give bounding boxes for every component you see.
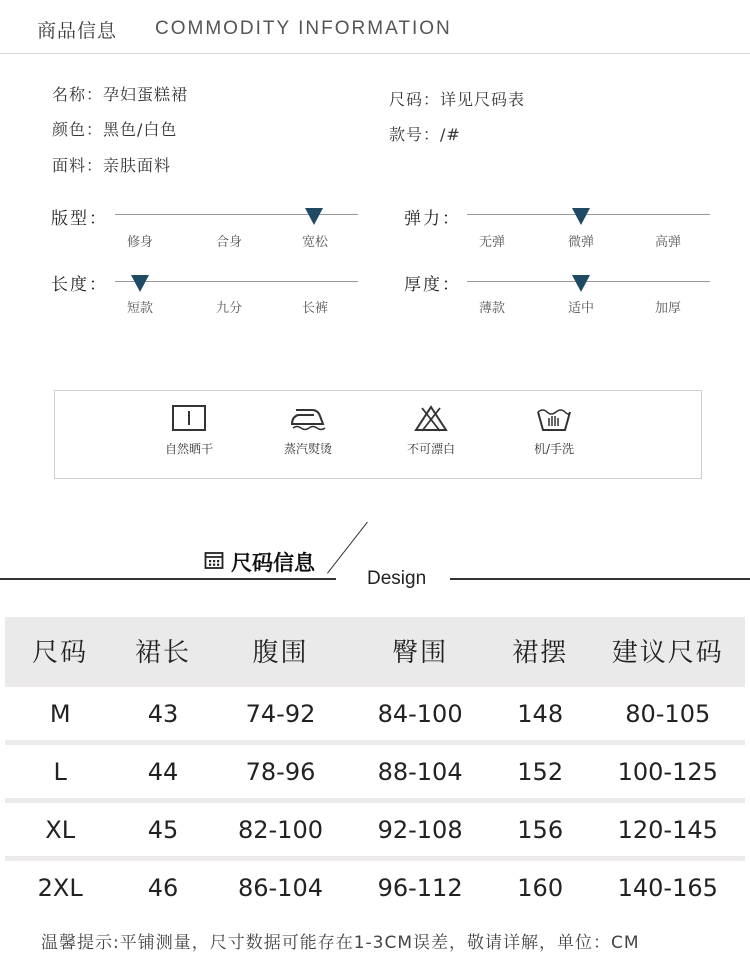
info-color: 颜色：黑色/白色 [52, 120, 178, 139]
calendar-icon [204, 550, 224, 574]
length-title: 长度： [51, 275, 108, 295]
header-divider [0, 53, 750, 54]
care-label-no-bleach: 不可漂白 [406, 442, 455, 456]
info-size: 尺码：详见尺码表 [389, 90, 526, 109]
thickness-marker [572, 275, 590, 292]
header-size: 尺码 [5, 618, 115, 682]
thickness-title: 厚度： [404, 275, 461, 295]
cell-hip: 88-104 [350, 745, 490, 798]
cell-hem: 156 [490, 803, 591, 856]
cell-hem: 148 [490, 687, 591, 740]
care-item-no-bleach [386, 404, 476, 457]
cell-hip: 92-108 [350, 803, 490, 856]
cell-skirt-length: 44 [115, 745, 210, 798]
cell-suggested-size: 140-165 [591, 861, 746, 914]
header-hem: 裙摆 [490, 618, 591, 682]
fit-tick-3: 宽松 [301, 235, 328, 250]
length-tick-3: 长裤 [301, 301, 328, 316]
cell-skirt-length: 43 [115, 687, 210, 740]
size-section-line-left [0, 578, 336, 580]
table-row [5, 745, 745, 798]
size-section-line-right [450, 578, 750, 580]
length-tick-2: 九分 [215, 301, 242, 316]
header-title-en: COMMODITY INFORMATION [155, 18, 452, 39]
elastic-tick-3: 高弹 [654, 235, 681, 250]
fit-tick-1: 修身 [126, 235, 153, 250]
care-label-wash: 机/手洗 [533, 442, 575, 456]
thickness-tick-3: 加厚 [654, 301, 681, 316]
care-item-sun-dry [144, 404, 234, 457]
info-style-no: 款号：/# [389, 125, 461, 144]
header-title-cn: 商品信息 [37, 20, 118, 42]
wash-icon [509, 404, 599, 432]
fit-marker [305, 208, 323, 225]
elastic-title: 弹力： [404, 209, 461, 229]
cell-suggested-size: 80-105 [591, 687, 746, 740]
cell-size: M [5, 687, 115, 740]
cell-skirt-length: 45 [115, 803, 210, 856]
length-marker [131, 275, 149, 292]
cell-hip: 84-100 [350, 687, 490, 740]
size-table [5, 613, 745, 919]
header-waist: 腹围 [211, 618, 351, 682]
cell-hem: 160 [490, 861, 591, 914]
steam-iron-icon [263, 404, 353, 432]
table-row [5, 861, 745, 914]
cell-waist: 78-96 [211, 745, 351, 798]
cell-size: 2XL [5, 861, 115, 914]
size-table-header-row [5, 618, 745, 682]
header-skirt-length: 裙长 [115, 618, 210, 682]
thickness-tick-1: 薄款 [478, 301, 505, 316]
cell-size: L [5, 745, 115, 798]
no-bleach-icon [386, 404, 476, 432]
cell-waist: 74-92 [211, 687, 351, 740]
info-fabric: 面料：亲肤面料 [52, 156, 172, 175]
measurement-note: 温馨提示:平铺测量，尺寸数据可能存在1-3CM误差，敬请详解，单位：CM [41, 933, 640, 953]
elastic-marker [572, 208, 590, 225]
info-name: 名称：孕妇蛋糕裙 [52, 85, 189, 104]
elastic-tick-1: 无弹 [478, 235, 505, 250]
care-label-steam-iron: 蒸汽熨烫 [283, 442, 332, 456]
care-label-sun-dry: 自然晒干 [164, 442, 213, 456]
sun-dry-icon [144, 404, 234, 432]
cell-suggested-size: 100-125 [591, 745, 746, 798]
fit-title: 版型： [51, 209, 108, 229]
table-row [5, 687, 745, 740]
cell-hem: 152 [490, 745, 591, 798]
header-suggested-size: 建议尺码 [591, 618, 746, 682]
size-section-slash [327, 522, 368, 574]
length-scale-line [115, 281, 358, 282]
size-section-subtitle: Design [367, 568, 427, 589]
size-section-title: 尺码信息 [231, 551, 315, 575]
care-item-steam-iron [263, 404, 353, 457]
header-hip: 臀围 [350, 618, 490, 682]
cell-skirt-length: 46 [115, 861, 210, 914]
care-item-wash [509, 404, 599, 457]
length-tick-1: 短款 [126, 301, 153, 316]
cell-waist: 82-100 [211, 803, 351, 856]
elastic-tick-2: 微弹 [567, 235, 594, 250]
cell-hip: 96-112 [350, 861, 490, 914]
cell-size: XL [5, 803, 115, 856]
table-row [5, 803, 745, 856]
cell-waist: 86-104 [211, 861, 351, 914]
cell-suggested-size: 120-145 [591, 803, 746, 856]
fit-tick-2: 合身 [215, 235, 242, 250]
thickness-tick-2: 适中 [567, 301, 594, 316]
